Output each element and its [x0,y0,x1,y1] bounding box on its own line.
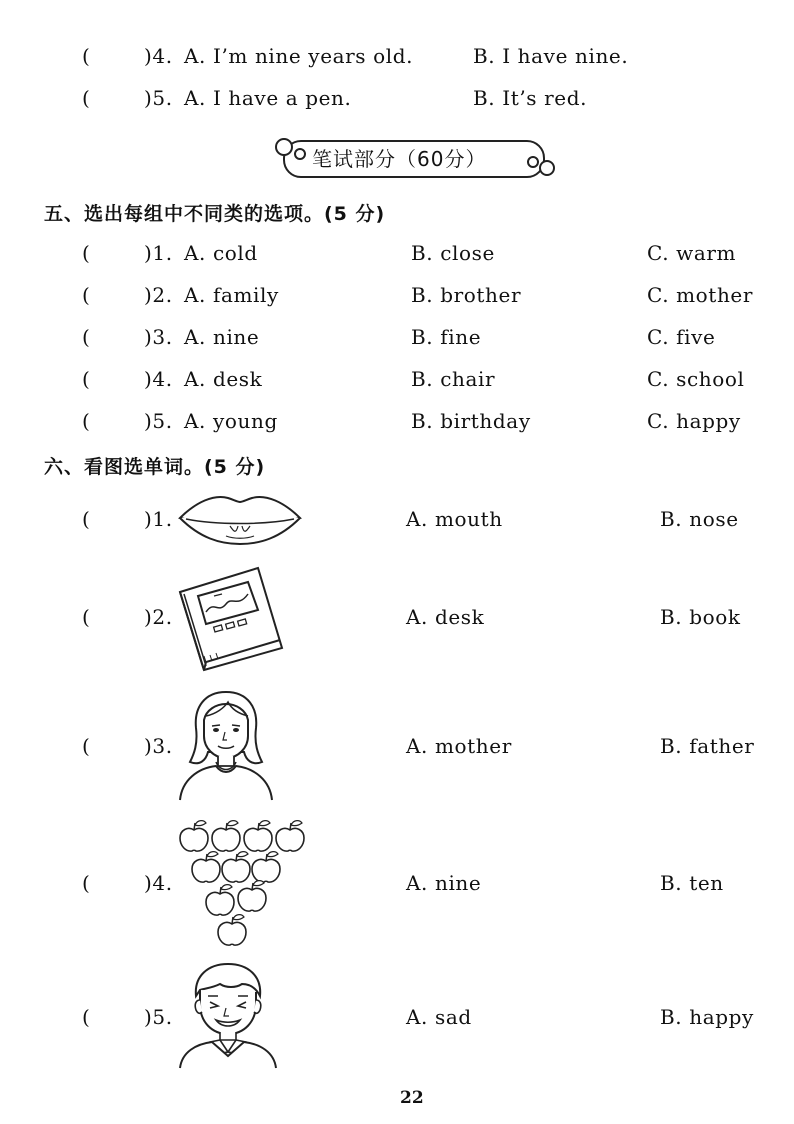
option-c: C. school [647,367,745,391]
mouth-lips-icon [176,490,304,548]
option-a: A. I have a pen. [184,86,352,110]
option-a: A. mouth [406,507,503,531]
banner-title: 笔试部分（60分） [312,147,487,171]
item-number: )2. [144,605,173,629]
answer-blank[interactable]: ( [82,734,90,758]
option-a: A. sad [406,1005,472,1029]
woman-icon [176,688,276,802]
option-a: A. nine [406,871,482,895]
answer-blank[interactable]: ( [82,507,90,531]
answer-blank[interactable]: ( [82,325,90,349]
item-number: )3. [144,325,173,349]
item-number: )5. [144,409,173,433]
option-a: A. desk [406,605,485,629]
option-c: C. mother [647,283,754,307]
option-c: C. warm [647,241,737,265]
answer-blank[interactable]: ( [82,283,90,307]
answer-blank[interactable]: ( [82,871,90,895]
item-number: )1. [144,507,173,531]
option-a: A. young [184,409,278,433]
item-number: )1. [144,241,173,265]
option-a: A. family [184,283,279,307]
answer-blank[interactable]: ( [82,1005,90,1029]
book-icon [176,562,288,674]
page-number: 22 [400,1088,424,1108]
option-b: B. book [660,605,741,629]
item-number: )5. [144,86,173,110]
option-a: A. desk [184,367,263,391]
option-c: C. happy [647,409,741,433]
option-b: B. close [411,241,495,265]
item-number: )5. [144,1005,173,1029]
option-b: B. nose [660,507,739,531]
option-a: A. mother [406,734,512,758]
answer-blank[interactable]: ( [82,367,90,391]
option-b: B. chair [411,367,496,391]
answer-blank[interactable]: ( [82,241,90,265]
option-b: B. I have nine. [473,44,629,68]
option-b: B. ten [660,871,724,895]
answer-blank[interactable]: ( [82,86,90,110]
item-number: )2. [144,283,173,307]
option-a: A. nine [184,325,260,349]
apples-icon [176,818,308,948]
smiling-boy-icon [176,960,280,1070]
section-6-title: 六、看图选单词。(5 分) [44,456,266,478]
option-a: A. cold [184,241,258,265]
answer-blank[interactable]: ( [82,605,90,629]
item-number: )3. [144,734,173,758]
option-b: B. father [660,734,755,758]
option-c: C. five [647,325,716,349]
option-b: B. fine [411,325,482,349]
option-a: A. I’m nine years old. [184,44,414,68]
option-b: B. happy [660,1005,754,1029]
section-5-title: 五、选出每组中不同类的选项。(5 分) [44,203,386,225]
option-b: B. It’s red. [473,86,588,110]
item-number: )4. [144,871,173,895]
answer-blank[interactable]: ( [82,44,90,68]
option-b: B. birthday [411,409,531,433]
answer-blank[interactable]: ( [82,409,90,433]
item-number: )4. [144,44,173,68]
option-b: B. brother [411,283,522,307]
item-number: )4. [144,367,173,391]
